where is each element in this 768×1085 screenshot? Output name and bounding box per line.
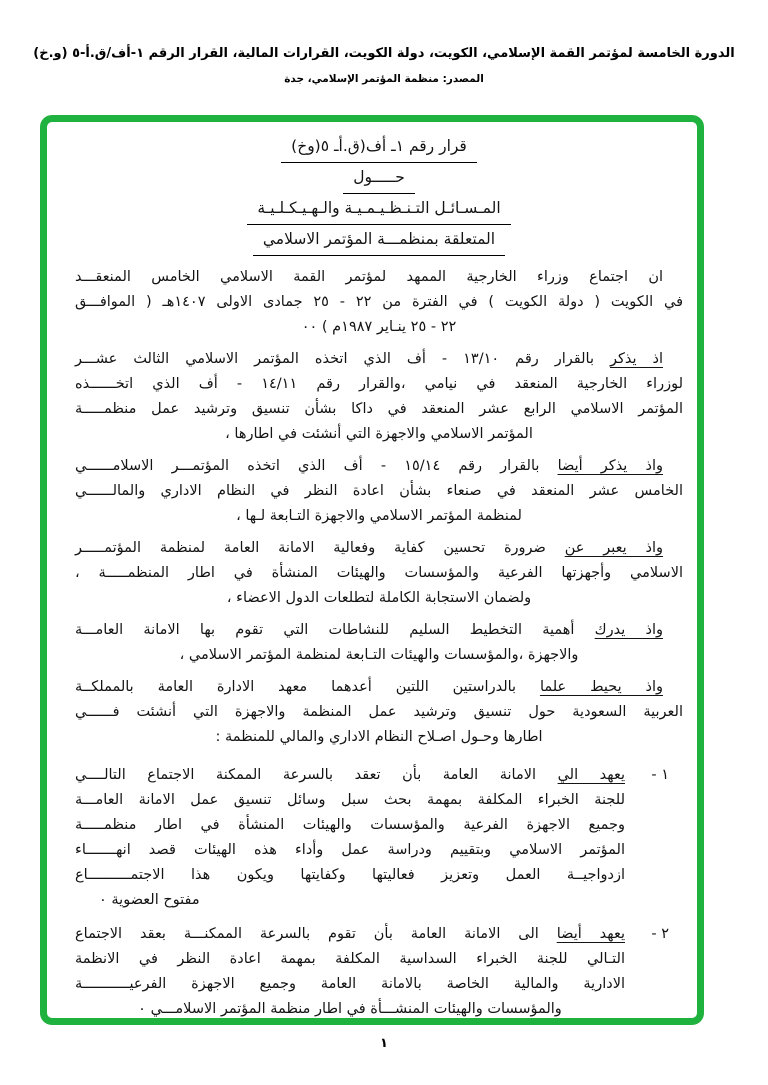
decision-title-text: قرار رقم ١ـ أف(ق.أـ ٥(وخ) (281, 132, 477, 163)
text-line: الاسلامي وأجهزتها الفرعية والمؤسسات والهيئات المنشأة في اطار المنظمـــــة ، (75, 565, 683, 581)
underlined-lead-phrase: واذ يحيط علما (539, 679, 663, 695)
decision-title-line (75, 132, 683, 163)
underlined-lead-phrase: يعهد الي (557, 767, 625, 783)
underlined-lead-phrase: واذ يعبر عن (564, 540, 663, 556)
text-line: الخامس عشر المنعقد في صنعاء بشأن اعادة النظر في النظام الاداري والمالــــــي (75, 483, 683, 499)
text-line: ان اجتماع وزراء الخارجية الممهد لمؤتمر القمة الاسلامي الخامس المنعقـــد (75, 269, 663, 285)
operative-items-block (75, 763, 683, 1022)
text-line: المؤتمر الاسلامي والاجهزة التي أنشئت في اطارها ، (225, 426, 533, 442)
item-number: ١ - (651, 767, 669, 783)
decision-title-text: حـــــول (343, 163, 415, 194)
text-line: واذ يعبر عن ضرورة تحسين كفاية وفعالية الامانة العامة لمنظمة المؤتمـــــر (75, 540, 663, 556)
operative-item (75, 763, 683, 913)
page-number: ١ (380, 1036, 388, 1051)
preamble-block (75, 265, 683, 750)
operative-item (75, 922, 683, 1022)
text-line: ٢٢ - ٢٥ ينـاير ١٩٨٧م ) ٠٠ (301, 319, 457, 335)
preamble-paragraph (75, 675, 683, 750)
text-line: ازدواجيــة العمل وتعزيز فعاليتها وكفايتها ويكون هذا الاجتمــــــــــاع (75, 867, 625, 883)
document-header (0, 46, 768, 85)
preamble-paragraph (75, 618, 683, 668)
decision-title-text: المـسـائـل التـنـظـيـمـيـة والـهـيـكـلـيـة (247, 194, 510, 225)
preamble-paragraph (75, 454, 683, 529)
text-line: واذ يدرك أهمية التخطيط السليم للنشاطات التي تقوم بها الامانة العامـــة (75, 622, 663, 638)
decision-title-line (75, 194, 683, 225)
underlined-lead-phrase: يعهد أيضا (556, 926, 626, 942)
text-line: لوزراء الخارجية المنعقد في نيامي ،والقرار رقم ١٤/١١ - أف الذي اتخــــــذه (75, 376, 683, 392)
text-line: للجنة الخبراء المكلفة بمهمة بحث سبل وسائل تنسيق عمل الامانة العامـــة (75, 792, 625, 808)
text-line: التـالي للجنة الخبراء السداسية المكلفة بمهمة اعادة النظر في الانظمة (75, 951, 625, 967)
text-line: مفتوح العضوية ٠ (99, 892, 200, 908)
header-session-title: الدورة الخامسة لمؤتمر القمة الإسلامي، الكويت، دولة الكويت، القرارات المالية، القرار الرقم ١-أف/ق.أ-٥ (و.خ) (33, 46, 735, 61)
header-source-line: المصدر: منظمة المؤتمر الإسلامي، جدة (284, 73, 484, 85)
text-line: واذ يحيط علما بالدراستين اللتين أعدهما معهد الادارة العامة بالمملكــة (75, 679, 663, 695)
decision-title-text: المتعلقة بمنظمـــة المؤتمر الاسلامي (253, 225, 505, 256)
decision-content (47, 122, 697, 1022)
text-line: يعهد أيضا الى الامانة العامة بأن تقوم بالسرعة الممكنـــة بعقد الاجتماع (75, 926, 626, 942)
decision-title-line (75, 163, 683, 194)
text-line: اطارها وحـول اصـلاح النظام الاداري والمالي للمنظمة : (215, 729, 543, 745)
decision-green-border-box (40, 115, 704, 1025)
preamble-paragraph (75, 536, 683, 611)
underlined-lead-phrase: واذ يذكر أيضا (557, 458, 663, 474)
text-line: العربية السعودية حول تنسيق وترشيد عمل المنظمة والاجهزة التي أنشئت فــــــي (75, 704, 683, 720)
item-text (75, 763, 625, 913)
text-line: في الكويت ( دولة الكويت ) في الفترة من ٢٢ - ٢٥ جمادى الاولى ١٤٠٧هـ ( الموافـــق (75, 294, 684, 310)
text-line: المؤتمر الاسلامي الرابع عشر المنعقد في داكا بشأن تنسيق وترشيد عمل منظمـــــة (75, 401, 683, 417)
text-line: يعهد الي الامانة العامة بأن تعقد بالسرعة الممكنة الاجتماع التالــــي (75, 767, 625, 783)
underlined-lead-phrase: اذ يذكر (609, 351, 663, 367)
text-line: اذ يذكر بالقرار رقم ١٣/١٠ - أف الذي اتخذه المؤتمر الاسلامي الثالث عشـــر (75, 351, 663, 367)
text-line: وجميع الاجهزة الفرعية والمؤسسات والهيئات المنشأة في اطار منظمـــــة (75, 817, 625, 833)
preamble-paragraph (75, 347, 683, 447)
text-line: الادارية والمالية الخاصة بالامانة العامة وجميع الاجهزة الفرعيـــــــــــة (75, 976, 625, 992)
text-line: واذ يذكر أيضا بالقرار رقم ١٥/١٤ - أف الذي اتخذه المؤتمـــر الاسلامــــــي (75, 458, 663, 474)
text-line: المؤتمر الاسلامي وبتقييم ودراسة عمل وأداء هذه الهيئات قصد انهـــــــاء (75, 842, 625, 858)
text-line: ولضمان الاستجابة الكاملة لتطلعات الدول الاعضاء ، (226, 590, 532, 606)
preamble-paragraph (75, 265, 683, 340)
item-text (75, 922, 625, 1022)
text-line: لمنظمة المؤتمر الاسلامي والاجهزة التـابعة لـها ، (236, 508, 522, 524)
underlined-lead-phrase: واذ يدرك (594, 622, 663, 638)
item-number: ٢ - (651, 926, 669, 942)
text-line: والمؤسسات والهيئات المنشـــأة في اطار منظمة المؤتمر الاسلامـــي ٠ (138, 1001, 562, 1017)
decision-title-line (75, 225, 683, 256)
text-line: والاجهزة ،والمؤسسات والهيئات التـابعة لمنظمة المؤتمر الاسلامي ، (179, 647, 579, 663)
decision-title-block (75, 132, 683, 256)
